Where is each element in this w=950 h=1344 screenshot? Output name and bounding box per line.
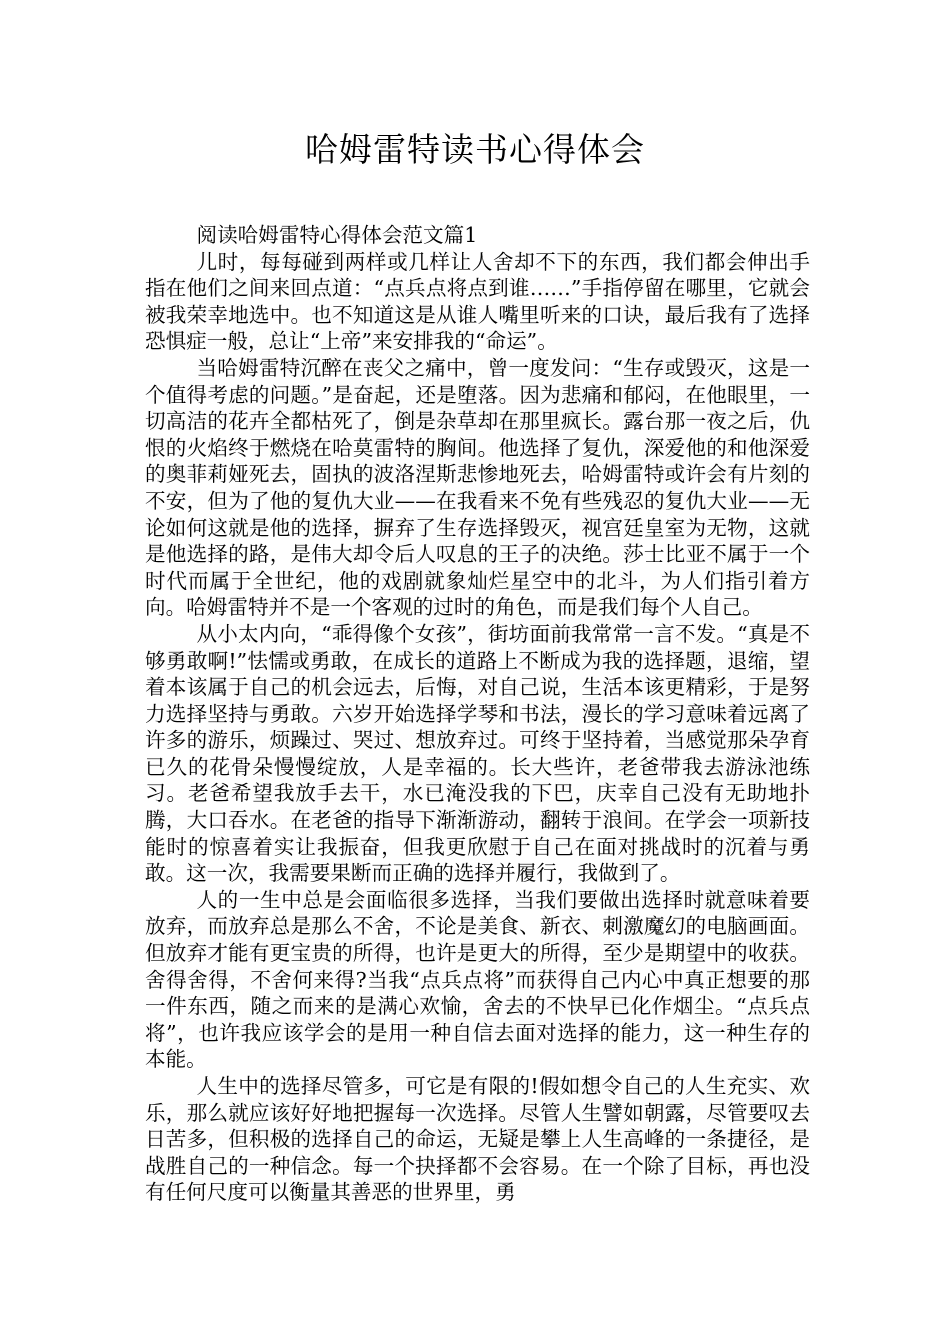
section-heading: 阅读哈姆雷特心得体会范文篇1 [196,223,478,247]
paragraph-4: 人的一生中总是会面临很多选择，当我们要做出选择时就意味着要放弃，而放弃总是那么不舍，不论是美食、新衣、刺激魔幻的电脑画面。但放弃才能有更宝贵的所得，也许是更大的所得，至少是期望中的收获。舍得舍得，不舍何来得?当我“点兵点将”而获得自己内心中真正想要的那一件东西，随之而来的是满心欢愉，舍去的不快早已化作烟尘。“点兵点将”，也许我应该学会的是用一种自信去面对选择的能力，这一种生存的本能。 [145,887,810,1072]
document-title: 哈姆雷特读书心得体会 [305,130,645,169]
document-body [145,222,810,1206]
paragraph-1: 儿时，每每碰到两样或几样让人舍却不下的东西，我们都会伸出手指在他们之间来回点道：“点兵点将点到谁……”手指停留在哪里，它就会被我荣幸地选中。也不知道这是从谁人嘴里听来的口诀，最后我有了选择恐惧症一般，总让“上帝”来安排我的“命运”。 [145,249,810,354]
paragraph-2: 当哈姆雷特沉醉在丧父之痛中，曾一度发问：“生存或毁灭，这是一个值得考虑的问题。”是奋起，还是堕落。因为悲痛和郁闷，在他眼里，一切高洁的花卉全都枯死了，倒是杂草却在那里疯长。露台那一夜之后，仇恨的火焰终于燃烧在哈莫雷特的胸间。他选择了复仇，深爱他的和他深爱的奥菲莉娅死去，固执的波洛涅斯悲惨地死去，哈姆雷特或许会有片刻的不安，但为了他的复仇大业——在我看来不免有些残忍的复仇大业——无论如何这就是他的选择，摒弃了生存选择毁灭，视宫廷皇室为无物，这就是他选择的路，是伟大却令后人叹息的王子的决绝。莎士比亚不属于一个时代而属于全世纪，他的戏剧就象灿烂星空中的北斗，为人们指引着方向。哈姆雷特并不是一个客观的过时的角色，而是我们每个人自己。 [145,355,810,620]
paragraph-3: 从小太内向，“乖得像个女孩”，街坊面前我常常一言不发。“真是不够勇敢啊!”怯懦或勇敢，在成长的道路上不断成为我的选择题，退缩，望着本该属于自己的机会远去，后悔，对自己说，生活本该更精彩，于是努力选择坚持与勇敢。六岁开始选择学琴和书法，漫长的学习意味着远离了许多的游乐，烦躁过、哭过、想放弃过。可终于坚持着，当感觉那朵孕育已久的花骨朵慢慢绽放，人是幸福的。长大些许，老爸带我去游泳池练习。老爸希望我放手去干，水已淹没我的下巴，庆幸自己没有无助地扑腾，大口吞水。在老爸的指导下渐渐游动，翻转于浪间。在学会一项新技能时的惊喜着实让我振奋，但我更欣慰于自己在面对挑战时的沉着与勇敢。这一次，我需要果断而正确的选择并履行，我做到了。 [145,621,810,886]
paragraph-5: 人生中的选择尽管多，可它是有限的!假如想令自己的人生充实、欢乐，那么就应该好好地把握每一次选择。尽管人生譬如朝露，尽管要叹去日苦多，但积极的选择自己的命运，无疑是攀上人生高峰的一条捷径，是战胜自己的一种信念。每一个抉择都不会容易。在一个除了目标，再也没有任何尺度可以衡量其善恶的世界里，勇 [145,1074,810,1205]
